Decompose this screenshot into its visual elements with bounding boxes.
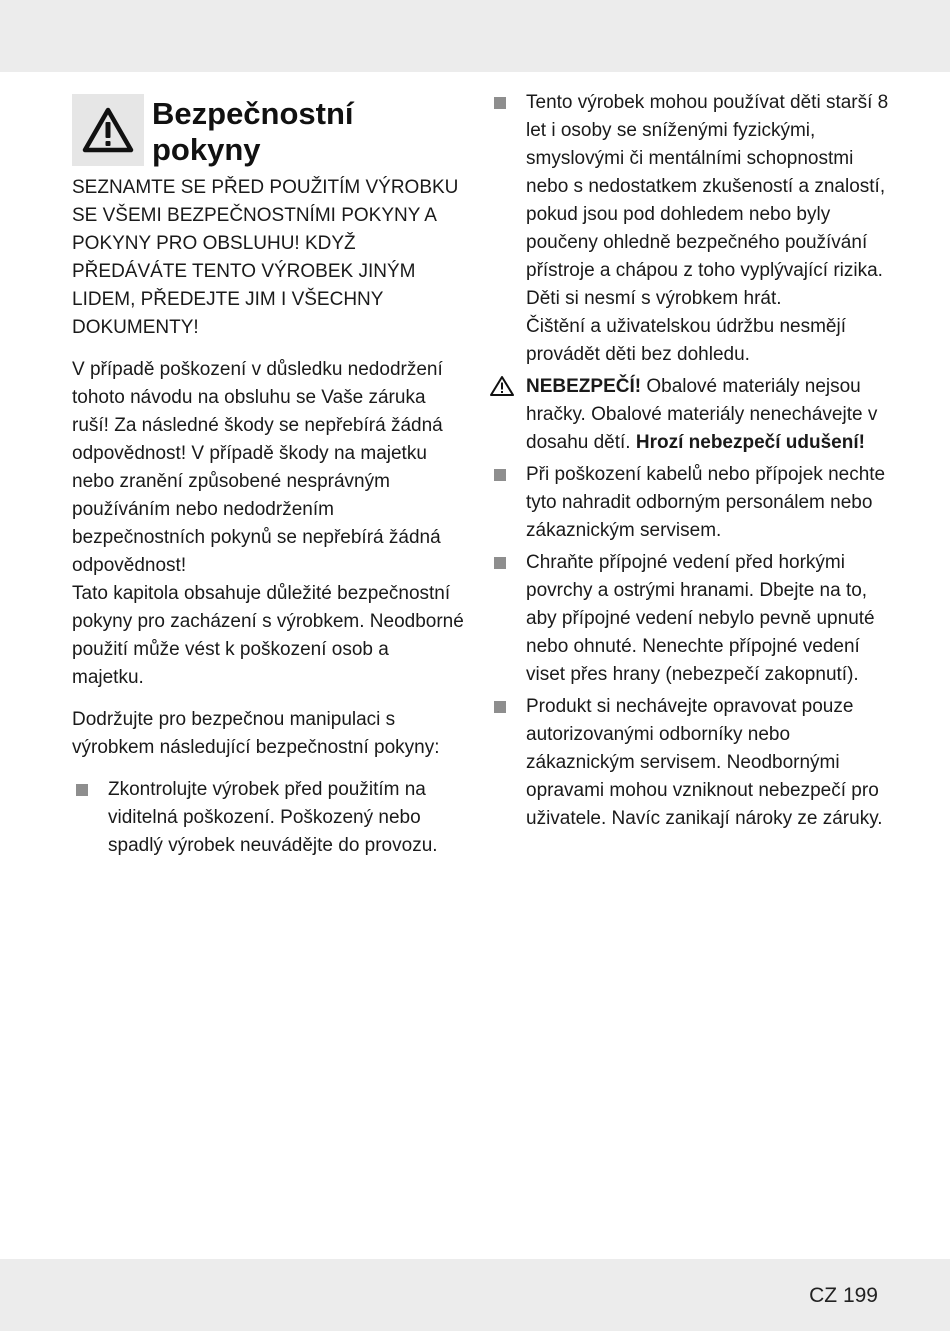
warning-triangle-icon <box>82 107 134 153</box>
warning-triangle-icon <box>489 375 515 397</box>
left-column <box>72 94 464 864</box>
warning-icon-box <box>72 94 144 166</box>
section-heading <box>72 94 464 172</box>
bottom-band <box>0 1259 950 1331</box>
list-item-text: Zkontrolujte výrobek před použitím na viditelná poškození. Poškozený nebo spadlý výrobek neuvádějte do provozu. <box>108 779 438 856</box>
list-item <box>490 89 890 369</box>
intro-caps-text: SEZNAMTE SE PŘED POUŽITÍM VÝROBKU SE VŠEMI BEZPEČNOSTNÍMI POKYNY A POKYNY PRO OBSLUHU! KDYŽ PŘEDÁVÁTE TENTO VÝROBEK JINÝM LIDEM, PŘEDEJTE JIM I VŠECHNY DOKUMENTY! <box>72 177 459 338</box>
children-play-line: Děti si nesmí s výrobkem hrát. <box>526 288 782 309</box>
danger-text: Obalové materiály nejsou hračky. Obalové materiály nenechávejte v dosahu dětí. <box>526 376 878 453</box>
danger-warning <box>490 373 890 457</box>
page-number: CZ 199 <box>809 1284 878 1307</box>
square-bullet-icon <box>494 97 506 109</box>
chapter-text: Tato kapitola obsahuje důležité bezpečnostní pokyny pro zacházení s výrobkem. Neodborné použití může vést k poškození osob a majetku. <box>72 583 464 688</box>
page-title: Bezpečnostní pokyny <box>152 96 354 167</box>
square-bullet-icon <box>76 784 88 796</box>
list-item-text: Při poškození kabelů nebo přípojek nechte tyto nahradit odborným personálem nebo zákaznickým servisem. <box>526 464 886 541</box>
list-item <box>490 461 890 545</box>
list-item <box>490 693 890 833</box>
warranty-paragraph <box>72 356 464 692</box>
right-bullet-list <box>490 89 890 833</box>
danger-label: NEBEZPEČÍ! <box>526 376 642 397</box>
left-bullet-list <box>72 776 464 860</box>
list-item <box>490 549 890 689</box>
list-item <box>72 776 464 860</box>
list-item-text: Chraňte přípojné vedení před horkými povrchy a ostrými hranami. Dbejte na to, aby přípojné vedení nebylo pevně upnuté nebo ohnuté. Nenechte přípojné vedení viset přes hrany (nebezpečí zakopnutí). <box>526 552 875 685</box>
children-bullet-text: Tento výrobek mohou používat děti starší 8 let i osoby se sníženými fyzickými, smyslovými či mentálními schopnostmi nebo s nedostatkem zkušeností a znalostí, pokud jsou pod dohledem nebo byly poučeny ohledně bezpečného používání přístroje a chápou z toho vyplývající rizika. <box>526 92 889 281</box>
square-bullet-icon <box>494 557 506 569</box>
square-bullet-icon <box>494 469 506 481</box>
handling-paragraph: Dodržujte pro bezpečnou manipulaci s výrobkem následující bezpečnostní pokyny: <box>72 709 440 758</box>
danger-emphasis: Hrozí nebezpečí udušení! <box>635 432 865 453</box>
square-bullet-icon <box>494 701 506 713</box>
list-item-text: Produkt si nechávejte opravovat pouze autorizovanými odborníky nebo zákaznickým servisem. Neodbornými opravami mohou vzniknout nebezpečí pro uživatele. Navíc zanikají nároky ze záruky. <box>526 696 883 829</box>
right-column <box>490 89 890 837</box>
top-band <box>0 0 950 72</box>
children-cleaning-line: Čištění a uživatelskou údržbu nesmějí provádět děti bez dohledu. <box>526 316 846 365</box>
warranty-text: V případě poškození v důsledku nedodržení tohoto návodu na obsluhu se Vaše záruka ruší! Za následné škody se nepřebírá žádná odpovědnost! V případě škody na majetku nebo zranění způsobené nesprávným používáním nebo nedodržením bezpečnostních pokynů se nepřebírá žádná odpovědnost! <box>72 359 443 576</box>
